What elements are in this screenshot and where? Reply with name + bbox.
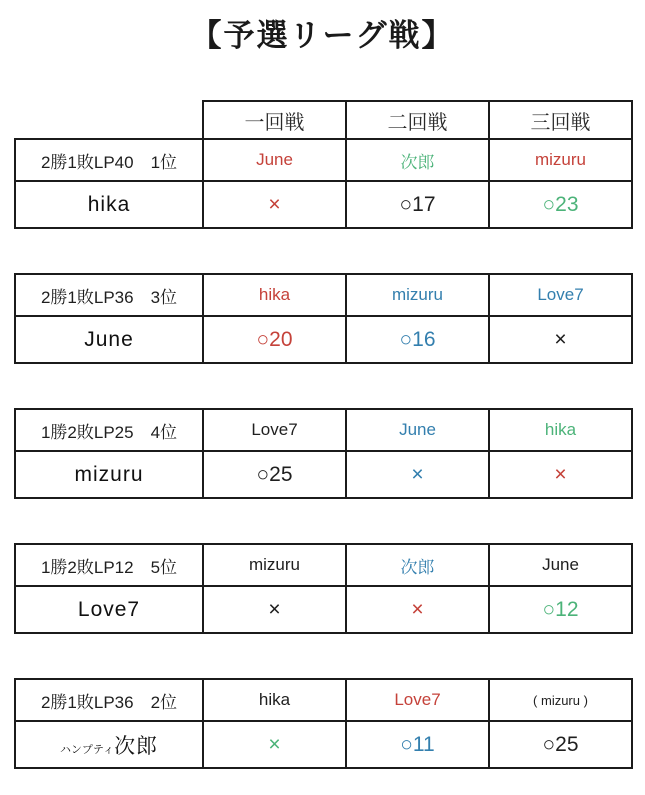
player-name (15, 586, 203, 633)
opponent-row (15, 409, 632, 451)
opponent-cell: mizuru (203, 544, 346, 586)
result-cell: ○16 (346, 316, 489, 363)
result-cell: × (489, 451, 632, 498)
player-name (15, 721, 203, 768)
opponent-cell: hika (203, 274, 346, 316)
record-cell: 2勝1敗LP40 1位 (15, 139, 203, 181)
result-cell: × (346, 451, 489, 498)
opponent-cell: ( mizuru ) (489, 679, 632, 721)
opponent-cell: mizuru (489, 139, 632, 181)
player-name-text: Love7 (77, 597, 141, 621)
round-header-3: 三回戦 (489, 101, 632, 139)
result-cell: × (346, 586, 489, 633)
player-name (15, 316, 203, 363)
round-header-2: 二回戦 (346, 101, 489, 139)
round-header-row (15, 101, 632, 139)
result-cell: ○23 (489, 181, 632, 228)
mizuru-table (14, 408, 633, 499)
player-name-text: hika (87, 192, 131, 216)
result-cell: ○25 (203, 451, 346, 498)
player-prefix: ハンプティ (59, 743, 115, 756)
result-row (15, 721, 632, 768)
round-header-1: 一回戦 (203, 101, 346, 139)
record-cell: 1勝2敗LP25 4位 (15, 409, 203, 451)
record-cell: 2勝1敗LP36 3位 (15, 274, 203, 316)
result-cell: × (203, 181, 346, 228)
result-cell: × (489, 316, 632, 363)
player-name (15, 451, 203, 498)
opponent-cell: Love7 (346, 679, 489, 721)
result-cell: ○17 (346, 181, 489, 228)
opponent-cell: June (489, 544, 632, 586)
hika-table (14, 100, 633, 229)
love7-table (14, 543, 633, 634)
opponent-cell: Love7 (203, 409, 346, 451)
opponent-cell: June (203, 139, 346, 181)
jiro-table (14, 678, 633, 769)
result-row (15, 316, 632, 363)
result-cell: ○12 (489, 586, 632, 633)
player-name-text: June (84, 327, 134, 351)
opponent-cell: hika (489, 409, 632, 451)
result-cell: ○25 (489, 721, 632, 768)
result-row (15, 451, 632, 498)
result-row (15, 586, 632, 633)
result-cell: ○11 (346, 721, 489, 768)
result-cell: × (203, 586, 346, 633)
result-row (15, 181, 632, 228)
record-cell: 2勝1敗LP36 2位 (15, 679, 203, 721)
blank-cell (15, 101, 203, 139)
opponent-cell: hika (203, 679, 346, 721)
page (0, 14, 645, 795)
player-name-text: mizuru (74, 462, 144, 486)
opponent-row (15, 139, 632, 181)
opponent-cell: Love7 (489, 274, 632, 316)
player-name-text: 次郎 (114, 734, 159, 758)
june-table (14, 273, 633, 364)
record-cell: 1勝2敗LP12 5位 (15, 544, 203, 586)
opponent-row (15, 544, 632, 586)
opponent-row (15, 274, 632, 316)
opponent-row (15, 679, 632, 721)
opponent-cell: mizuru (346, 274, 489, 316)
result-cell: × (203, 721, 346, 768)
page-title: 【予選リーグ戦】 (190, 18, 455, 53)
player-name (15, 181, 203, 228)
opponent-cell: 次郎 (346, 139, 489, 181)
opponent-cell: 次郎 (346, 544, 489, 586)
result-cell: ○20 (203, 316, 346, 363)
opponent-cell: June (346, 409, 489, 451)
